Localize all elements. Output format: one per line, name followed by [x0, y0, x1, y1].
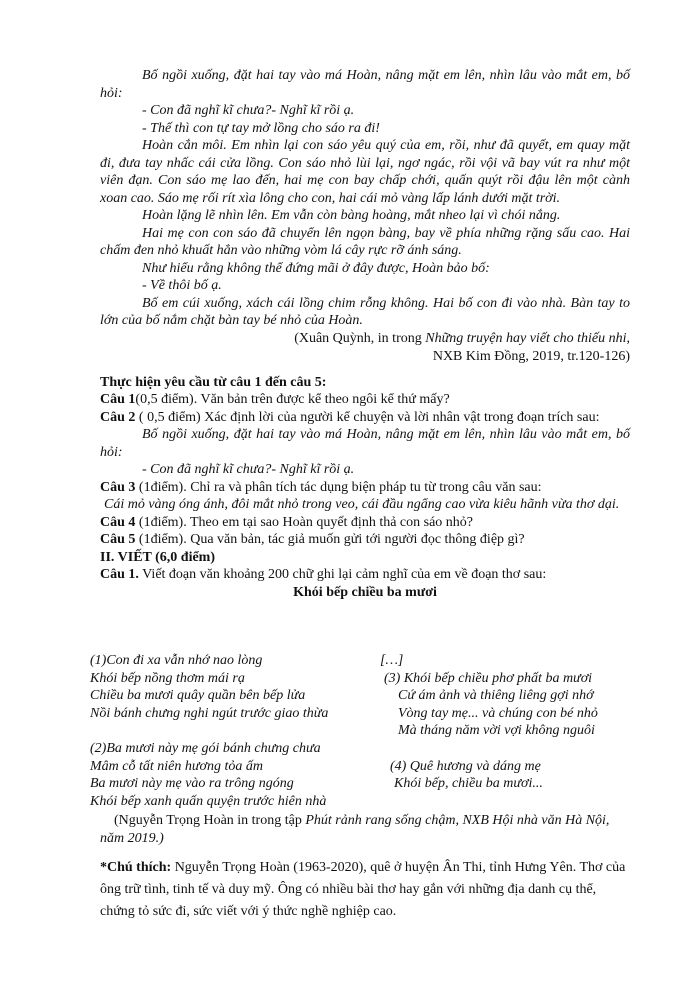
- story-dialogue-2: - Thế thì con tự tay mở lồng cho sáo ra đi!: [142, 120, 380, 136]
- story-dialogue-3: - Về thôi bố ạ.: [142, 278, 222, 293]
- poem-line: (1)Con đi xa vẫn nhớ nao lòng: [90, 653, 263, 668]
- poem-line: (4) Quê hương và dáng mẹ: [390, 758, 541, 774]
- question-2-quote-1: Bố ngồi xuống, đặt hai tay vào má Hoàn, nâng mặt em lên, nhìn lâu vào mắt em, bố hỏi:: [100, 427, 630, 460]
- poem-line: Ba mươi này mẹ vào ra trông ngóng: [90, 776, 294, 791]
- poem-line: […]: [380, 653, 404, 668]
- poem-line: Khói bếp nồng thơm mái rạ: [90, 670, 245, 686]
- story-paragraph-4: Hai mẹ con con sáo đã chuyển lên ngọn bàng, bay về phía những rặng sấu cao. Hai chấm đen nhỏ khuất hẳn vào những vòm lá cây rực rỡ ánh sáng.: [100, 225, 630, 258]
- writing-heading: II. VIẾT (6,0 điểm): [100, 549, 216, 565]
- story-dialogue-1: - Con đã nghĩ kĩ chưa?- Nghĩ kĩ rồi ạ.: [142, 103, 355, 118]
- story-paragraph-5: Như hiểu rằng không thể đứng mãi ở đây được, Hoàn bảo bố:: [142, 260, 490, 276]
- writing-question-1: Câu 1. Viết đoạn văn khoảng 200 chữ ghi lại cảm nghĩ của em về đoạn thơ sau:: [100, 567, 547, 582]
- story-paragraph-6: Bố em cúi xuống, xách cái lồng chim rỗng không. Hai bố con đi vào nhà. Bàn tay to lớn của bố nắm chặt bàn tay bé nhỏ của Hoàn.: [100, 295, 630, 328]
- question-2: Câu 2 ( 0,5 điểm) Xác định lời của người kể chuyện và lời nhân vật trong đoạn trích sau:: [100, 409, 600, 425]
- poem-line: Mâm cỗ tất niên hương tỏa ấm: [90, 758, 263, 774]
- poem-line: Cứ ám ảnh và thiêng liêng gợi nhớ: [398, 688, 594, 703]
- poem-line: Khói bếp xanh quấn quyện trước hiên nhà: [90, 793, 327, 809]
- question-5: Câu 5 (1điểm). Qua văn bản, tác giả muốn gửi tới người đọc thông điệp gì?: [100, 532, 525, 547]
- question-3-quote: Cái mỏ vàng óng ánh, đôi mắt nhỏ trong veo, cái đầu ngẩng cao vừa kiêu hãnh vừa thơ dại.: [104, 497, 620, 512]
- question-4: Câu 4 (1điểm). Theo em tại sao Hoàn quyết định thả con sáo nhỏ?: [100, 514, 474, 530]
- poem-right-column: [380, 652, 598, 793]
- poem-title: Khói bếp chiều ba mươi: [293, 584, 437, 600]
- author-note: *Chú thích: Nguyễn Trọng Hoàn (1963-2020), quê ở huyện Ân Thi, tỉnh Hưng Yên. Thơ của ông trữ tình, tinh tế và duy mỹ. Ông có nhiều bài thơ hay gắn với những địa danh cụ thể, chứng tỏ sức đi, sức viết với ý thức nghề nghiệp cao.: [100, 860, 626, 919]
- question-2-quote-2: - Con đã nghĩ kĩ chưa?- Nghĩ kĩ rồi ạ.: [142, 462, 355, 477]
- question-3: Câu 3 (1điểm). Chỉ ra và phân tích tác dụng biện pháp tu từ trong câu văn sau:: [100, 479, 542, 495]
- question-1: Câu 1(0,5 điểm). Văn bản trên được kể theo ngôi kể thứ mấy?: [100, 392, 450, 407]
- poem-line: (2)Ba mươi này mẹ gói bánh chưng chưa: [90, 741, 321, 756]
- reading-heading: Thực hiện yêu cầu từ câu 1 đến câu 5:: [100, 374, 327, 390]
- poem-left-column: [90, 652, 328, 810]
- story-paragraph-1: Bố ngồi xuống, đặt hai tay vào má Hoàn, nâng mặt em lên, nhìn lâu vào mắt em, bố hỏi:: [100, 68, 630, 101]
- poem-line: Vòng tay mẹ... và chúng con bé nhỏ: [398, 705, 598, 721]
- poem-line: Khói bếp, chiều ba mươi...: [394, 776, 543, 791]
- poem-source: (Nguyễn Trọng Hoàn in trong tập Phút rảnh rang sống chậm, NXB Hội nhà văn Hà Nội, năm 2019.): [100, 813, 610, 846]
- story-source: (Xuân Quỳnh, in trong Những truyện hay viết cho thiếu nhi, NXB Kim Đồng, 2019, tr.120-126): [294, 330, 630, 364]
- poem-line: Nồi bánh chưng nghi ngút trước giao thừa: [90, 705, 329, 721]
- story-paragraph-2: Hoàn cắn môi. Em nhìn lại con sáo yêu quý của em, rồi, như đã quyết, em quay mặt đi, đưa tay nhấc cái cửa lồng. Con sáo nhỏ lùi lại, ngơ ngác, rồi vội vã bay vút ra như một viên đạn. Con sáo mẹ lao đến, hai mẹ con bay chấp chới, quấn quýt rồi đậu lên một cành xoan cao. Sáo mẹ rối rít xìa lông cho con, hai cái mỏ vàng lấp lánh dưới mặt trời.: [100, 138, 630, 206]
- poem-line: (3) Khói bếp chiều phơ phất ba mươi: [384, 670, 593, 686]
- exam-page: [100, 67, 630, 601]
- poem-line: Mà tháng năm vời vợi không nguôi: [398, 723, 595, 738]
- story-paragraph-3: Hoàn lặng lẽ nhìn lên. Em vẫn còn bàng hoàng, mắt nheo lại vì chói nắng.: [142, 208, 561, 223]
- poem-line: Chiều ba mươi quây quần bên bếp lửa: [90, 688, 306, 703]
